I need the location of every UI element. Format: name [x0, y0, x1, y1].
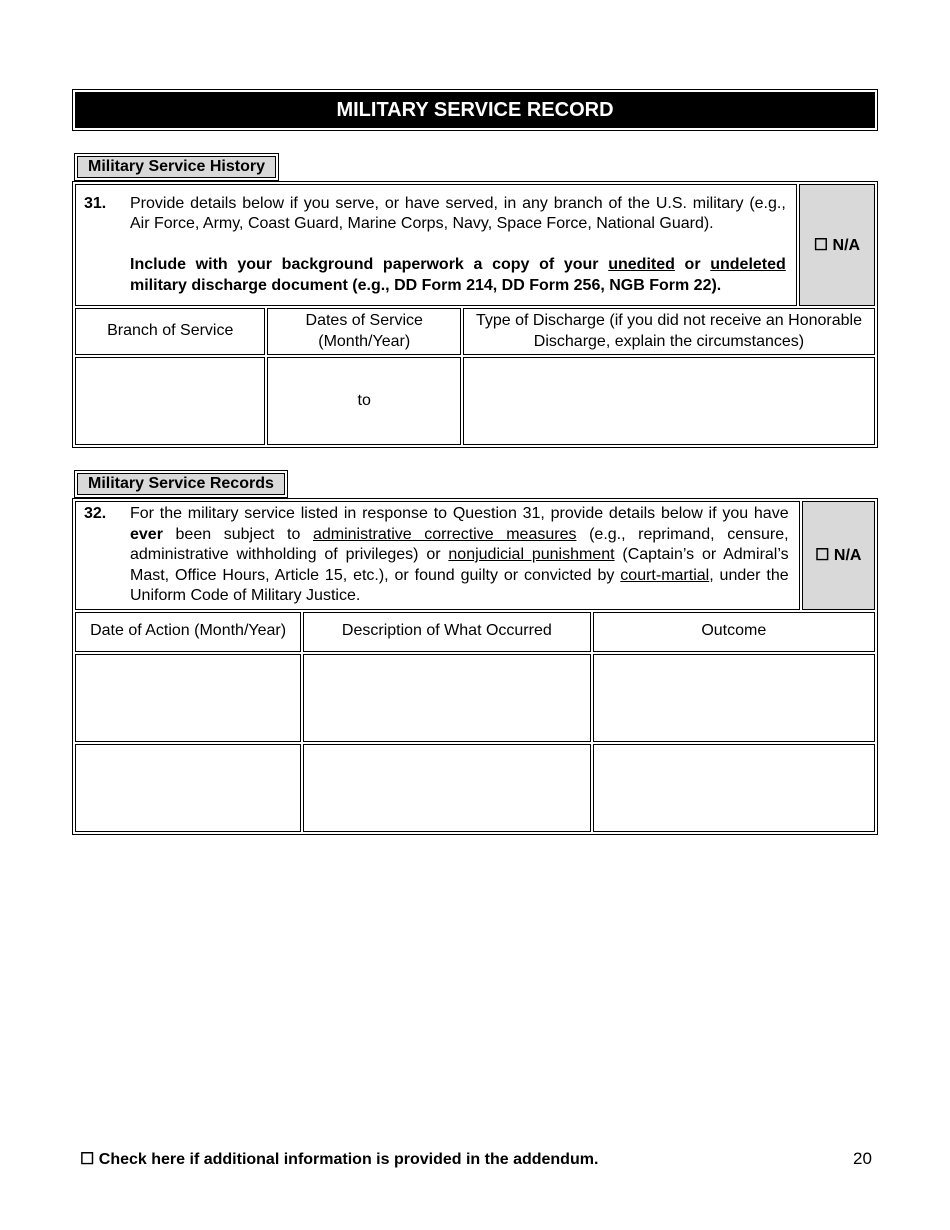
input-date-action-1[interactable]: [75, 654, 301, 742]
header-dates: Dates of Service (Month/Year): [267, 308, 460, 355]
header-branch: Branch of Service: [75, 308, 265, 355]
section-tab-records: Military Service Records: [74, 470, 288, 498]
input-description-2[interactable]: [303, 744, 590, 832]
question-31: [75, 184, 797, 306]
page-number: 20: [853, 1149, 872, 1168]
records-table: [72, 498, 878, 835]
question-31-instruction: Include with your background paperwork a copy of your unedited or undeleted military discharge document (e.g., DD Form 214, DD Form 256, NGB Form 22).: [130, 256, 786, 294]
question-31-text: Provide details below if you serve, or have served, in any branch of the U.S. military (e.g., Air Force, Army, Coast Guard, Marine Corps, Navy, Space Force, National Guard).: [130, 194, 786, 233]
addendum-checkbox[interactable]: ☐ Check here if additional information is provided in the addendum.: [80, 1151, 599, 1168]
section-tab-history: Military Service History: [74, 153, 279, 181]
input-date-action-2[interactable]: [75, 744, 301, 832]
section-military-history: [72, 153, 878, 448]
question-32: [75, 501, 800, 610]
input-discharge[interactable]: [463, 357, 875, 445]
title-bar: [72, 89, 878, 131]
input-description-1[interactable]: [303, 654, 590, 742]
input-dates[interactable]: to: [267, 357, 460, 445]
history-table: [72, 181, 878, 448]
na-checkbox-31[interactable]: ☐ N/A: [799, 184, 875, 306]
header-outcome: Outcome: [593, 612, 875, 652]
input-branch[interactable]: [75, 357, 265, 445]
header-discharge: Type of Discharge (if you did not receive an Honorable Discharge, explain the circumstances): [463, 308, 875, 355]
question-32-text: For the military service listed in response to Question 31, provide details below if you have ever been subject to administrative corrective measures (e.g., reprimand, censure, administrative withholding of privileges) or nonjudicial punishment (Captain’s or Admiral’s Mast, Office Hours, Article 15, etc.), or found guilty or convicted by court-martial, under the Uniform Code of Military Justice.: [130, 505, 789, 604]
question-number: 31.: [84, 194, 107, 212]
na-checkbox-32[interactable]: ☐ N/A: [802, 501, 875, 610]
form-page: [72, 89, 878, 835]
page-title: MILITARY SERVICE RECORD: [75, 92, 875, 128]
header-description: Description of What Occurred: [303, 612, 590, 652]
section-military-records: [72, 470, 878, 835]
header-date-action: Date of Action (Month/Year): [75, 612, 301, 652]
input-outcome-2[interactable]: [593, 744, 875, 832]
input-outcome-1[interactable]: [593, 654, 875, 742]
question-number: 32.: [84, 505, 107, 522]
